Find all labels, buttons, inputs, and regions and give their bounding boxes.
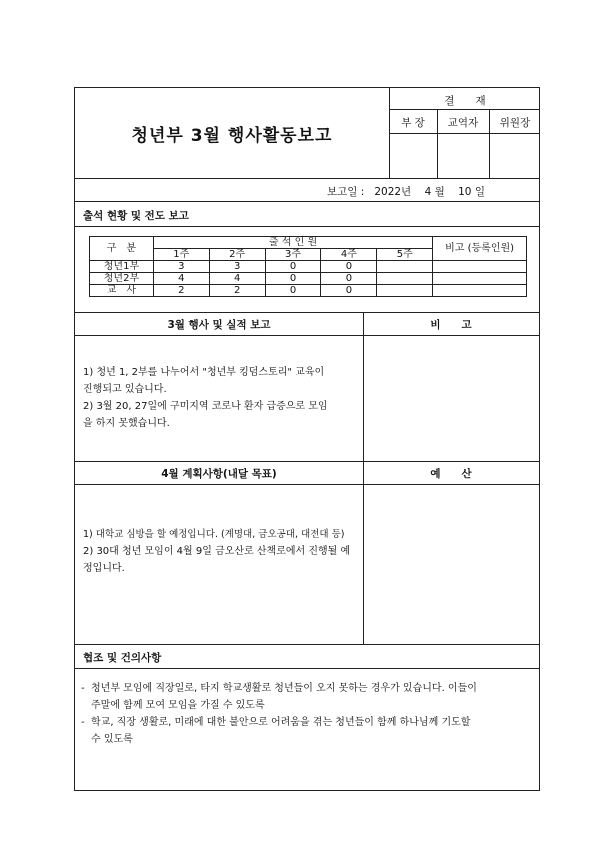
row-note: [433, 261, 527, 273]
report-line: 2) 3월 20, 27일에 구미지역 코로나 환자 급증으로 모임: [83, 401, 328, 412]
category-header: 구 분: [90, 237, 154, 261]
march-report-title: 3월 행사 및 실적 보고: [167, 319, 271, 331]
plan-line: 정입니다.: [83, 563, 125, 574]
report-form: [74, 87, 540, 791]
table-row: 청년2부 4 4 0 0: [90, 273, 527, 285]
march-report-body: [83, 364, 359, 432]
row-name: 청년1부: [90, 261, 154, 273]
approver-department-head: 부 장: [401, 117, 425, 129]
week-header: 4주: [321, 249, 377, 261]
week-header: 2주: [209, 249, 265, 261]
row-note: [433, 285, 527, 297]
budget-title: 예 산: [430, 468, 472, 480]
item-line: 학교, 직장 생활로, 미래에 대한 불안으로 어려움을 겪는 청년들이 함께 하나님께 기도할: [91, 717, 471, 728]
week-header: 5주: [377, 249, 433, 261]
attendance-section-title: 출석 현황 및 전도 보고: [83, 210, 189, 222]
row-note: [433, 273, 527, 285]
report-line: 을 하지 못했습니다.: [83, 418, 170, 429]
week-header: 3주: [265, 249, 321, 261]
cooperation-body: [81, 680, 535, 748]
note-header: 비고 (등록인원): [433, 237, 527, 261]
row-name: 교 사: [90, 285, 154, 297]
item-line: 청년부 모임에 직장일로, 타지 학교생활로 청년들이 오지 못하는 경우가 있습니다. 이들이: [91, 683, 477, 694]
remarks-title: 비 고: [430, 319, 472, 331]
plan-line: 1) 대학교 심방을 할 예정입니다. (계명대, 금오공대, 대전대 등): [83, 529, 345, 540]
week-header: 1주: [153, 249, 209, 261]
report-line: 진행되고 있습니다.: [83, 384, 167, 395]
report-line: 1) 청년 1, 2부를 나누어서 "청년부 킹덤스토리" 교육이: [83, 367, 325, 378]
cooperation-title: 협조 및 건의사항: [83, 652, 162, 664]
approval-label: 결 재: [444, 95, 486, 107]
plan-line: 2) 30대 청년 모임이 4월 9일 금오산로 산책로에서 진행될 예: [83, 546, 351, 557]
approver-committee-chair: 위원장: [499, 117, 531, 129]
report-date-month: 4: [424, 186, 432, 198]
table-row: 청년1부 3 3 0 0: [90, 261, 527, 273]
april-plan-title: 4월 계획사항(내달 목표): [161, 468, 277, 480]
item-line: 수 있도록: [91, 734, 133, 745]
report-date: 보고일 : 2022년 4 월 10 일: [327, 186, 485, 198]
report-date-year: 2022년: [374, 186, 412, 198]
attendance-table: [89, 236, 527, 297]
list-item: - 청년부 모임에 직장일로, 타지 학교생활로 청년들이 오지 못하는 경우가 있습니다. 이들이 주말에 함께 모여 모임을 가질 수 있도록: [81, 680, 535, 714]
row-name: 청년2부: [90, 273, 154, 285]
report-title: 청년부 3월 행사활동보고: [131, 126, 333, 146]
attendance-count-header: 출 석 인 원: [153, 237, 432, 249]
approver-pastor: 교역자: [447, 117, 479, 129]
april-plan-body: [83, 526, 361, 577]
report-date-day: 10: [458, 186, 472, 198]
item-line: 주말에 함께 모여 모임을 가질 수 있도록: [91, 700, 265, 711]
table-header-row: [90, 237, 527, 249]
table-row: 교 사 2 2 0 0: [90, 285, 527, 297]
report-date-label: 보고일 :: [327, 186, 365, 198]
list-item: - 학교, 직장 생활로, 미래에 대한 불안으로 어려움을 겪는 청년들이 함께 하나님께 기도할 수 있도록: [81, 714, 535, 748]
